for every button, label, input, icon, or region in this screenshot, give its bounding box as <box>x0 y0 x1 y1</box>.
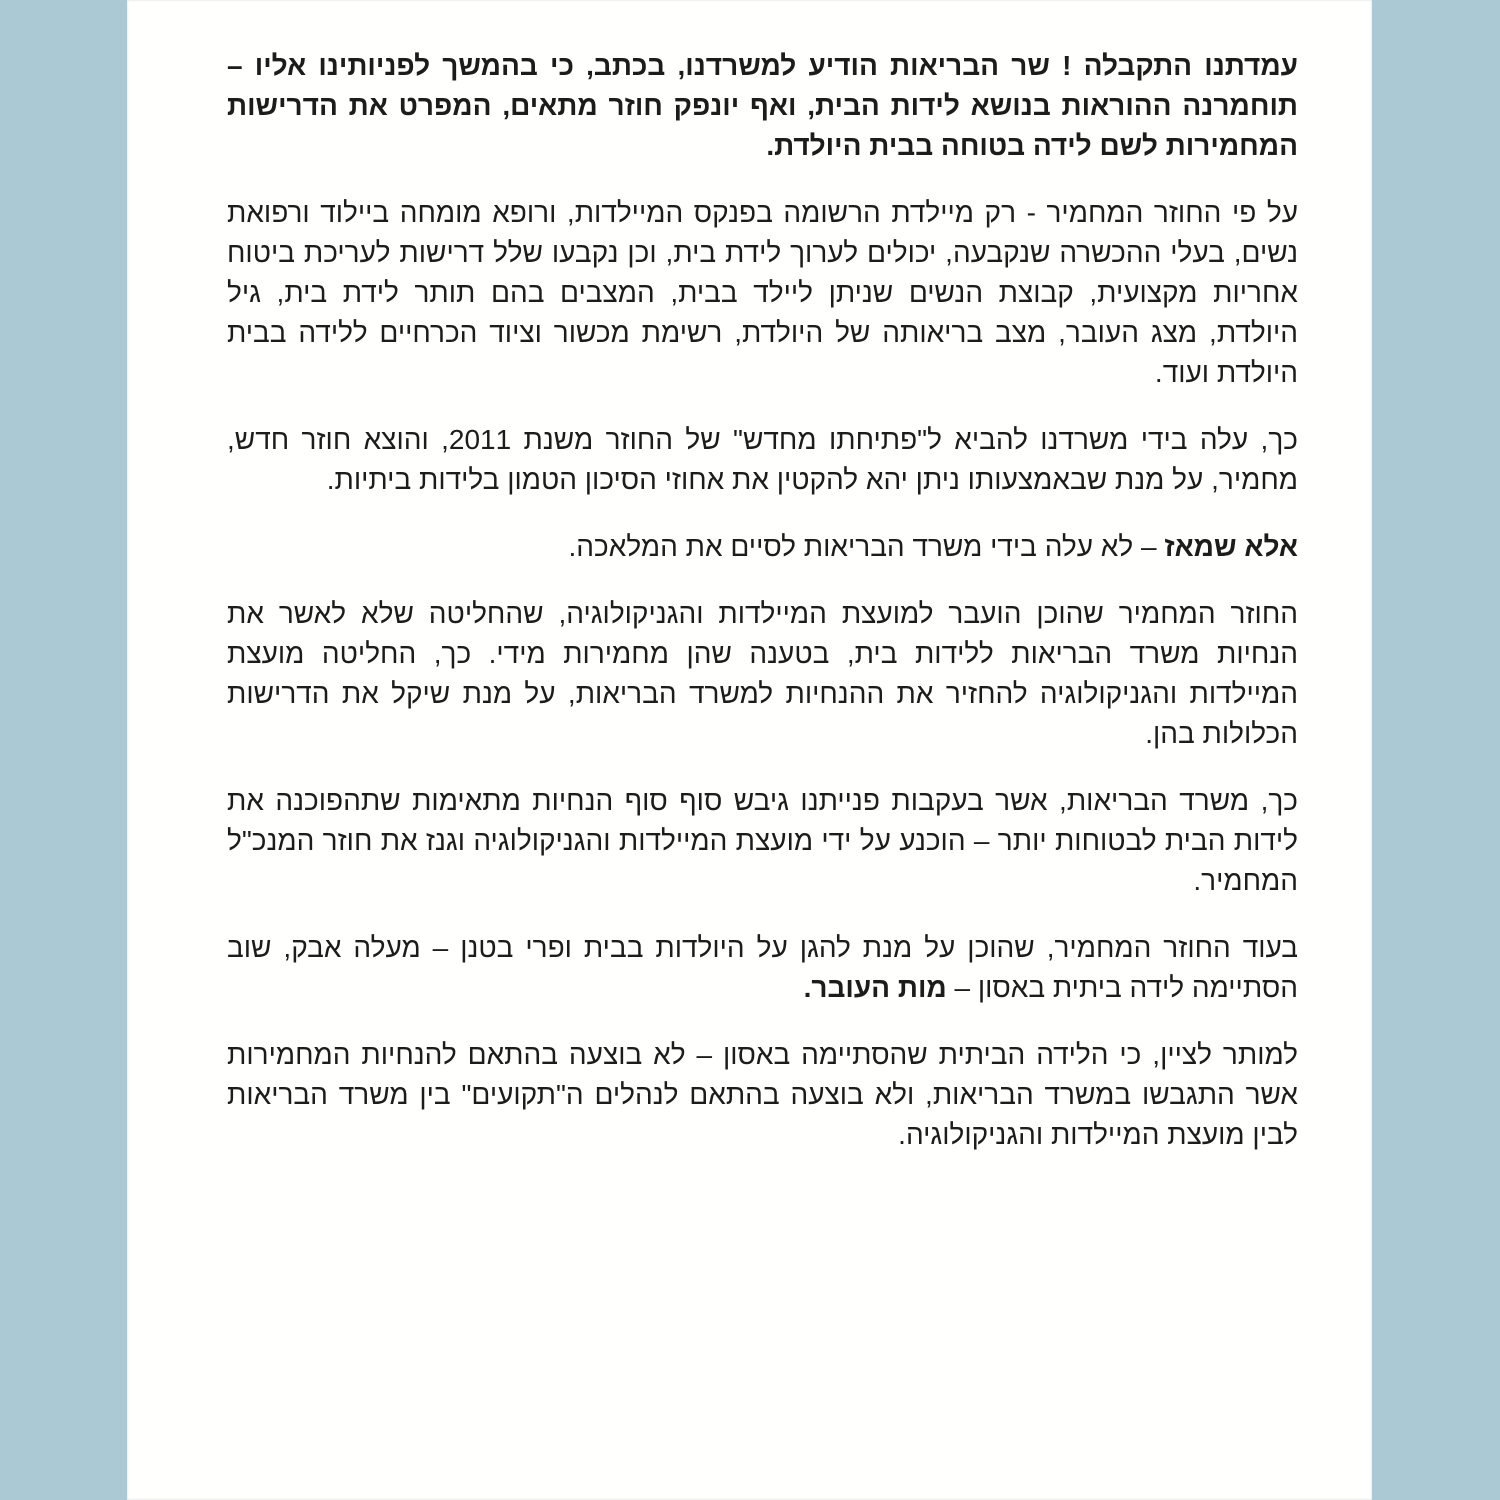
text-segment: מות העובר. <box>803 972 947 1003</box>
text-segment: למותר לציין, כי הלידה הביתית שהסתיימה באסון – לא בוצעה בהתאם להנחיות המחמירות אשר התגבשו במשרד הבריאות, ולא בוצעה בהתאם לנהלים ה"תקועים" בין משרד הבריאות לבין מועצת המיילדות והגניקולוגיה. <box>227 1039 1298 1150</box>
text-segment: כך, משרד הבריאות, אשר בעקבות פנייתנו גיבש סוף סוף הנחיות מתאימות שתהפוכנה את לידות הבית לבטוחות יותר – הוכנע על ידי מועצת המיילדות והגניקולוגיה וגנז את חוזר המנכ"ל המחמיר. <box>227 785 1298 896</box>
text-segment: עמדתנו התקבלה ! שר הבריאות הודיע למשרדנו, בכתב, כי בהמשך לפניותינו אליו – תוחמרנה ההוראות בנושא לידות הבית, ואף יונפק חוזר מתאים, המפרט את הדרישות המחמירות לשם לידה בטוחה בבית היולדת. <box>227 50 1298 161</box>
text-segment: אלא שמאז <box>1164 531 1298 562</box>
paragraph-opening-statement <box>227 46 1298 166</box>
paragraph-reopened-2011-circular <box>227 420 1298 500</box>
paragraph-but-since-then <box>227 527 1298 567</box>
letter-body <box>127 0 1372 1155</box>
paragraph-closing-note <box>227 1035 1298 1155</box>
text-segment: על פי החוזר המחמיר - רק מיילדת הרשומה בפנקס המיילדות, ורופא מומחה ביילוד ורפואת נשים, בעלי ההכשרה שנקבעה, יכולים לערוך לידת בית, וכן נקבעו שלל דרישות לעריכת ביטוח אחריות מקצועית, קבוצת הנשים שניתן ליילד בבית, המצבים בהם תותר לידת בית, גיל היולדת, מצג העובר, מצב בריאותה של היולדת, רשימת מכשור וציוד הכרחיים ללידה בבית היולדת ועוד. <box>227 197 1298 388</box>
paragraph-council-rejection <box>227 594 1298 754</box>
text-segment: החוזר המחמיר שהוכן הועבר למועצת המיילדות והגניקולוגיה, שהחליטה שלא לאשר את הנחיות משרד הבריאות ללידות בית, בטענה שהן מחמירות מידי. כך, החליטה מועצת המיילדות והגניקולוגיה להחזיר את ההנחיות למשרד הבריאות, על מנת שיקל את הדרישות הכלולות בהן. <box>227 598 1298 749</box>
text-segment: בעוד החוזר המחמיר, שהוכן על מנת להגן על היולדות בבית ופרי בטנן – מעלה אבק, שוב הסתיימה לידה ביתית באסון – <box>227 932 1298 1003</box>
text-segment: כך, עלה בידי משרדנו להביא ל"פתיחתו מחדש" של החוזר משנת 2011, והוצא חוזר חדש, מחמיר, על מנת שבאמצעותו ניתן יהא להקטין את אחוזי הסיכון הטמון בלידות ביתיות. <box>227 424 1298 495</box>
text-segment: – לא עלה בידי משרד הבריאות לסיים את המלאכה. <box>568 531 1165 562</box>
document-page <box>127 0 1372 1500</box>
paragraph-ministry-shelved-circular <box>227 781 1298 901</box>
paragraph-circular-requirements <box>227 193 1298 393</box>
paragraph-home-birth-disaster <box>227 928 1298 1008</box>
